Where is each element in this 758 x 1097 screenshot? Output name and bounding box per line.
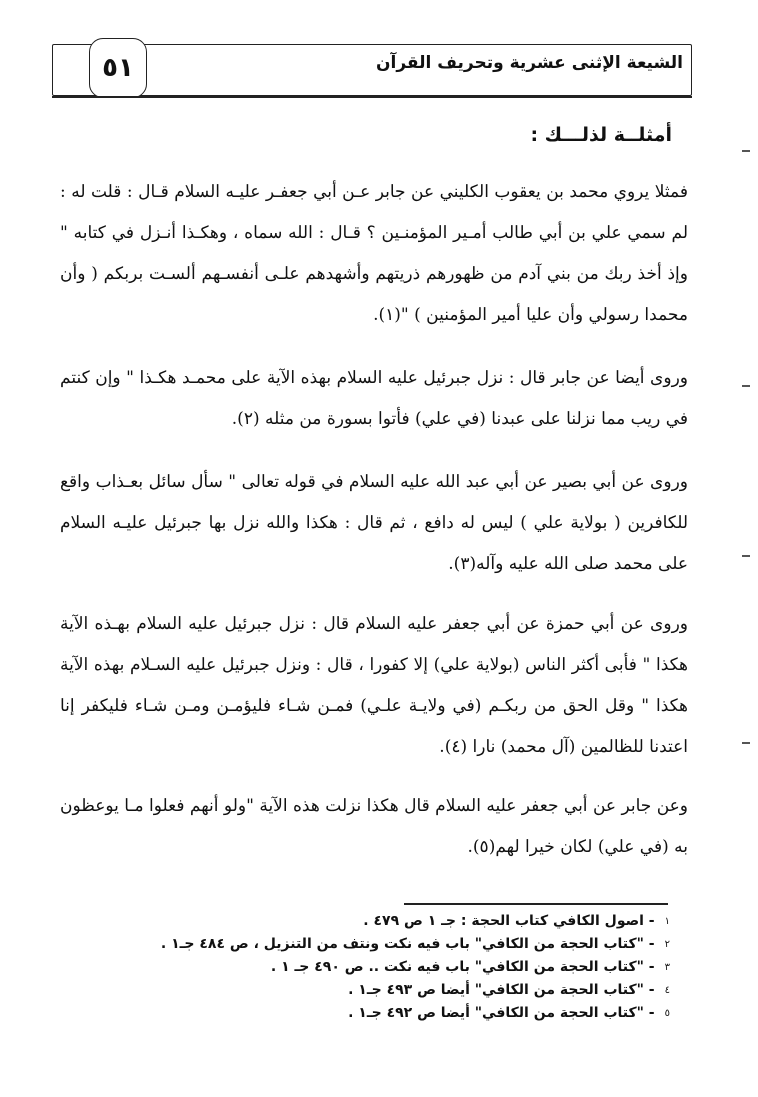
- page-number: ٥١: [89, 38, 147, 98]
- footnote-number: ٢: [664, 939, 670, 950]
- section-heading: أمثلــة لذلـــك :: [530, 124, 672, 146]
- footnote: [110, 979, 670, 1002]
- header-divider: [52, 96, 692, 98]
- footnote-number: ١: [664, 916, 670, 927]
- footnote-number: ٥: [664, 1008, 670, 1019]
- footnote-divider: [404, 903, 668, 905]
- paragraph: وروى عن أبي بصير عن أبي عبد الله عليه السلام في قوله تعالى " سأل سائل بعـذاب واقع للكافرين ( بولاية علي ) ليس له دافع ، ثم قال : هكذا والله نزل بها جبرئيل عليـه السلام على محمد صلى الله عليه وآله(٣).: [60, 472, 688, 574]
- paragraph: فمثلا يروي محمد بن يعقوب الكليني عن جابر عـن أبي جعفـر عليـه السلام قـال : قلت له : لم سمي علي بن أبي طالب أمـير المؤمنـين ؟ قـال : الله سماه ، وهكـذا أنـزل في كتابه " وإذ أخذ ربك من بني آدم من ظهورهم ذريتهم وأشهدهم علـى أنفسـهم ألسـت بربكم ( وأن محمدا رسولي وأن عليا أمير المؤمنين ) "(١).: [60, 182, 688, 325]
- footnote: [110, 910, 670, 933]
- running-title: الشيعة الإثنى عشرية وتحريف القرآن: [376, 53, 683, 73]
- footnote-text: - "كتاب الحجة من الكافي" أيضا ص ٤٩٣ جـ١ .: [348, 982, 655, 998]
- margin-mark: [742, 555, 750, 557]
- footnote-text: - "كتاب الحجة من الكافي" باب فيه نكت ونتف من التنزيل ، ص ٤٨٤ جـ١ .: [160, 936, 655, 952]
- paragraph: وروى أيضا عن جابر قال : نزل جبرئيل عليه السلام بهذه الآية على محمـد هكـذا " وإن كنتم في ريب مما نزلنا على عبدنا (في علي) فأتوا بسورة من مثله (٢).: [60, 368, 688, 429]
- footnotes: [110, 910, 670, 1025]
- footnote-number: ٣: [664, 962, 670, 973]
- paragraph: وعن جابر عن أبي جعفر عليه السلام قال هكذا نزلت هذه الآية "ولو أنهم فعلوا مـا يوعظون به (في علي) لكان خيرا لهم(٥).: [60, 796, 688, 857]
- paragraph: وروى عن أبي حمزة عن أبي جعفر عليه السلام قال : نزل جبرئيل عليه السلام بهـذه الآية هكذا " فأبى أكثر الناس (بولاية علي) إلا كفورا ، قال : ونزل جبرئيل عليه السـلام بهذه الآية هكذا " وقل الحق من ربكـم (في ولايـة علـي) فمـن شـاء فليؤمـن ومـن شـاء فليكفر إنا اعتدنا للظالمين (آل محمد) نارا (٤).: [60, 614, 688, 757]
- footnote-number: ٤: [664, 985, 670, 996]
- running-header: [52, 44, 692, 96]
- footnote: [110, 956, 670, 979]
- margin-mark: [742, 742, 750, 744]
- margin-mark: [742, 385, 750, 387]
- footnote-text: - اصول الكافي كتاب الحجة : جـ ١ ص ٤٧٩ .: [363, 913, 655, 929]
- footnote-text: - "كتاب الحجة من الكافي" أيضا ص ٤٩٢ جـ١ .: [348, 1005, 655, 1021]
- margin-mark: [742, 150, 750, 152]
- footnote: [110, 933, 670, 956]
- footnote-text: - "كتاب الحجة من الكافي" باب فيه نكت .. ص ٤٩٠ جـ ١ .: [270, 959, 655, 975]
- footnote: [110, 1002, 670, 1025]
